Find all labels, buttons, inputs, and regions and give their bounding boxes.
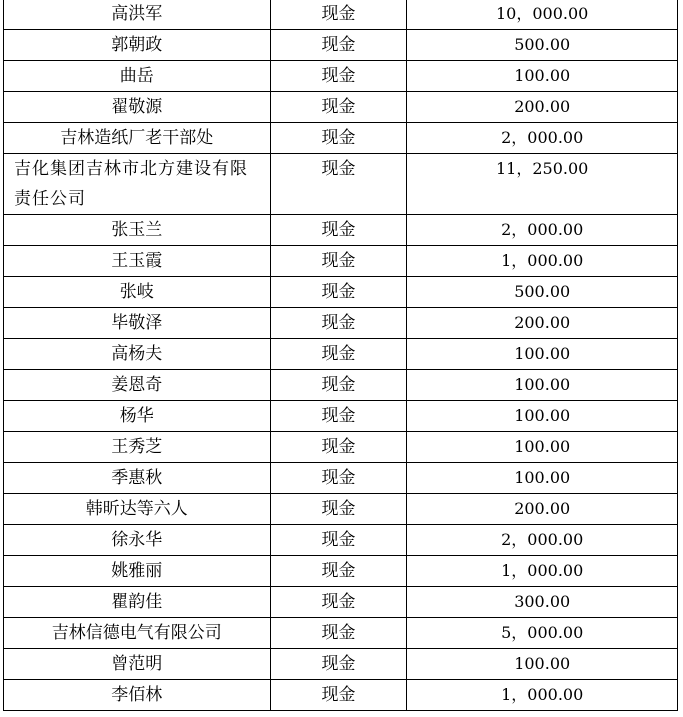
table-row [4, 618, 678, 649]
table-row [4, 246, 678, 277]
table-row [4, 463, 678, 494]
donation-type: 现金 [270, 339, 407, 370]
donor-name: 杨华 [4, 401, 271, 432]
table-row [4, 123, 678, 154]
donation-type: 现金 [270, 30, 407, 61]
donation-type: 现金 [270, 587, 407, 618]
donation-type: 现金 [270, 123, 407, 154]
donation-amount: 100.00 [407, 432, 678, 463]
table-row [4, 308, 678, 339]
donation-amount: 1，000.00 [407, 246, 678, 277]
donor-name: 吉林信德电气有限公司 [4, 618, 271, 649]
donation-type: 现金 [270, 494, 407, 525]
donation-type: 现金 [270, 556, 407, 587]
table-row [4, 370, 678, 401]
table-row [4, 587, 678, 618]
donation-type: 现金 [270, 463, 407, 494]
donation-amount: 200.00 [407, 92, 678, 123]
donor-name: 张岐 [4, 277, 271, 308]
table-row [4, 154, 678, 215]
donor-name: 王玉霞 [4, 246, 271, 277]
donation-type: 现金 [270, 649, 407, 680]
donation-type: 现金 [270, 0, 407, 30]
table-row [4, 680, 678, 711]
donation-amount: 2，000.00 [407, 123, 678, 154]
table-row [4, 649, 678, 680]
donation-amount: 300.00 [407, 587, 678, 618]
donor-name: 季惠秋 [4, 463, 271, 494]
donation-amount: 2，000.00 [407, 215, 678, 246]
donor-name: 曾范明 [4, 649, 271, 680]
table-row [4, 494, 678, 525]
donation-amount: 1，000.00 [407, 680, 678, 711]
donor-name: 姚雅丽 [4, 556, 271, 587]
table-row [4, 0, 678, 30]
donor-name: 吉林造纸厂老干部处 [4, 123, 271, 154]
donation-type: 现金 [270, 432, 407, 463]
donation-amount: 10，000.00 [407, 0, 678, 30]
donation-amount: 1，000.00 [407, 556, 678, 587]
donation-amount: 100.00 [407, 401, 678, 432]
donor-name: 张玉兰 [4, 215, 271, 246]
table-row [4, 92, 678, 123]
donor-name: 高洪军 [4, 0, 271, 30]
donation-amount: 500.00 [407, 30, 678, 61]
donation-type: 现金 [270, 277, 407, 308]
donor-name: 翟敬源 [4, 92, 271, 123]
donation-type: 现金 [270, 246, 407, 277]
donation-type: 现金 [270, 215, 407, 246]
donation-type: 现金 [270, 154, 407, 215]
table-row [4, 61, 678, 92]
donation-type: 现金 [270, 61, 407, 92]
donation-amount: 100.00 [407, 649, 678, 680]
donor-name: 韩昕达等六人 [4, 494, 271, 525]
donor-name: 徐永华 [4, 525, 271, 556]
donation-amount: 100.00 [407, 370, 678, 401]
donation-amount: 200.00 [407, 494, 678, 525]
table-row [4, 401, 678, 432]
donor-name: 毕敬泽 [4, 308, 271, 339]
donor-name: 姜恩奇 [4, 370, 271, 401]
donation-type: 现金 [270, 92, 407, 123]
donation-amount: 5，000.00 [407, 618, 678, 649]
table-row [4, 30, 678, 61]
donation-type: 现金 [270, 308, 407, 339]
donation-amount: 100.00 [407, 339, 678, 370]
donor-name: 高杨夫 [4, 339, 271, 370]
table-row [4, 215, 678, 246]
donation-type: 现金 [270, 525, 407, 556]
donor-name: 王秀芝 [4, 432, 271, 463]
donation-type: 现金 [270, 401, 407, 432]
donation-type: 现金 [270, 370, 407, 401]
donation-type: 现金 [270, 618, 407, 649]
table-row [4, 277, 678, 308]
table-row [4, 556, 678, 587]
donation-table [3, 0, 678, 711]
donor-name: 郭朝政 [4, 30, 271, 61]
table-row [4, 432, 678, 463]
donor-name: 吉化集团吉林市北方建设有限责任公司 [4, 154, 271, 215]
donation-amount: 2，000.00 [407, 525, 678, 556]
donation-amount: 200.00 [407, 308, 678, 339]
donation-amount: 500.00 [407, 277, 678, 308]
donor-name: 李佰林 [4, 680, 271, 711]
table-row [4, 525, 678, 556]
donor-name: 瞿韵佳 [4, 587, 271, 618]
donation-amount: 100.00 [407, 463, 678, 494]
donation-amount: 100.00 [407, 61, 678, 92]
table-row [4, 339, 678, 370]
donation-amount: 11，250.00 [407, 154, 678, 215]
donation-type: 现金 [270, 680, 407, 711]
donor-name: 曲岳 [4, 61, 271, 92]
